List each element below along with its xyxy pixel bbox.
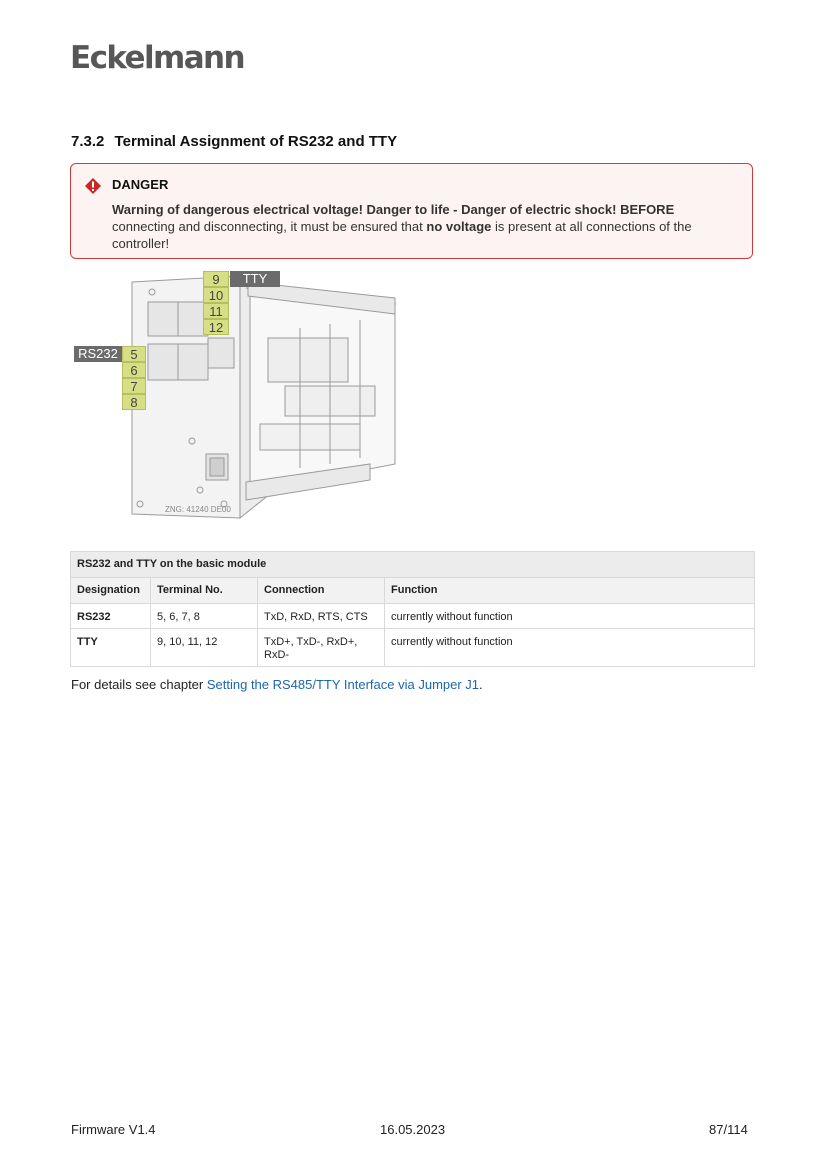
controller-drawing <box>70 268 410 536</box>
terminal-diagram <box>70 268 410 536</box>
danger-notice <box>70 163 753 259</box>
danger-warning-icon <box>84 177 102 195</box>
terminal-table <box>70 551 755 667</box>
tty-terminal-label: 9 <box>203 271 229 287</box>
section-heading <box>71 133 397 150</box>
danger-bold-lead: Warning of dangerous electrical voltage! Danger to life - Danger of electric shock! BEFORE <box>112 202 675 217</box>
details-suffix: . <box>479 677 483 692</box>
tty-terminal-label: 12 <box>203 319 229 335</box>
table-cell: TTY <box>71 629 151 667</box>
table-header: Terminal No. <box>151 578 258 604</box>
section-title: Terminal Assignment of RS232 and TTY <box>114 133 398 150</box>
footer-page-number: 87/114 <box>709 1122 748 1137</box>
danger-text <box>112 201 737 252</box>
table-cell: TxD, RxD, RTS, CTS <box>258 604 385 629</box>
eckelmann-logo: Eckelmann <box>70 40 244 76</box>
rs232-terminal-label: 6 <box>122 362 146 378</box>
drawing-number: ZNG: 41240 DE00 <box>165 505 231 514</box>
table-header: Designation <box>71 578 151 604</box>
table-cell: currently without function <box>385 629 755 667</box>
danger-bold-mid: no voltage <box>426 219 492 234</box>
tty-tag: TTY <box>230 271 280 287</box>
rs232-terminal-label: 5 <box>122 346 146 362</box>
table-header: Connection <box>258 578 385 604</box>
rs232-terminal-label: 7 <box>122 378 146 394</box>
danger-text-after: is present at all connections of the controller! <box>112 219 692 251</box>
danger-label: DANGER <box>112 177 169 192</box>
footer-firmware: Firmware V1.4 <box>71 1122 156 1137</box>
table-cell: 9, 10, 11, 12 <box>151 629 258 667</box>
danger-text-before: connecting and disconnecting, it must be ensured that <box>112 219 423 234</box>
table-caption: RS232 and TTY on the basic module <box>71 552 755 578</box>
table-cell: TxD+, TxD-, RxD+, RxD- <box>258 629 385 667</box>
table-row <box>71 604 755 629</box>
table-row <box>71 629 755 667</box>
table-cell: currently without function <box>385 604 755 629</box>
details-paragraph <box>71 677 483 692</box>
footer-date: 16.05.2023 <box>380 1122 446 1137</box>
details-prefix: For details see chapter <box>71 677 204 692</box>
table-cell: 5, 6, 7, 8 <box>151 604 258 629</box>
rs232-terminal-label: 8 <box>122 394 146 410</box>
table-header: Function <box>385 578 755 604</box>
table-cell: RS232 <box>71 604 151 629</box>
section-number: 7.3.2 <box>71 133 105 150</box>
tty-terminal-label: 11 <box>203 303 229 319</box>
tty-terminal-label: 10 <box>203 287 229 303</box>
chapter-link[interactable]: Setting the RS485/TTY Interface via Jumper J1 <box>206 677 480 692</box>
rs232-tag: RS232 <box>74 346 122 362</box>
